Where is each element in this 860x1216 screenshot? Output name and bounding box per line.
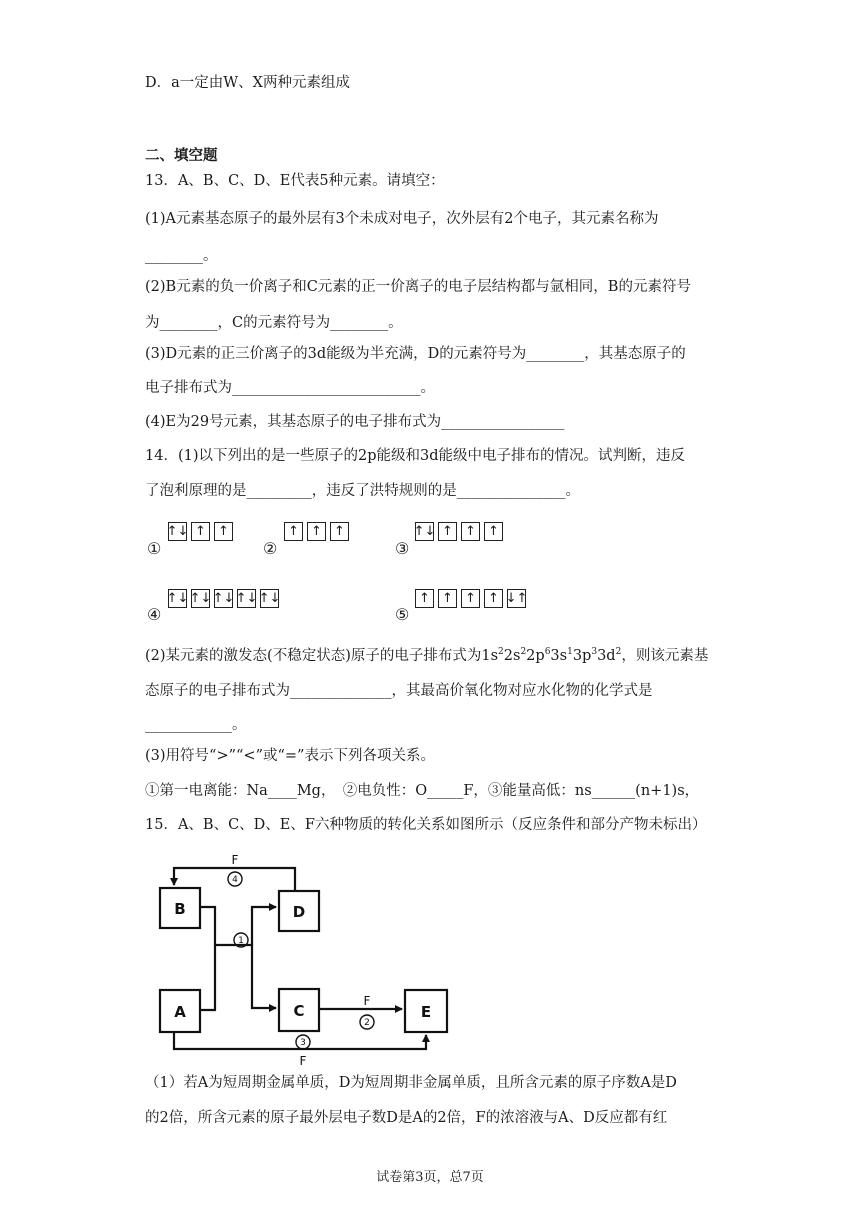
orbital-group-1: [168, 522, 237, 541]
edge-label-bottom: F: [299, 1054, 307, 1068]
node-c: C: [293, 1002, 305, 1020]
q14-part2-line3: ____________。: [145, 717, 247, 733]
node-a: A: [174, 1003, 186, 1021]
q13-stem: 13．A、B、C、D、E代表5种元素。请填空：: [145, 173, 445, 189]
q15-part1-line2: 的2倍，所含元素的原子最外层电子数D是A的2倍，F的浓溶液与A、D反应都有红: [145, 1110, 668, 1126]
q13-part3-line1: (3)D元素的正三价离子的3d能级为半充满，D的元素符号为________，其基态原子的: [145, 346, 686, 362]
edge-label-mid: F: [363, 994, 371, 1008]
q14-part1-line2: 了泡利原理的是_________，违反了洪特规则的是_______________。: [145, 483, 580, 499]
orbital-box: ↑: [438, 589, 457, 608]
orbital-box: ↑↓: [166, 524, 189, 539]
orbital-label-3: ③: [395, 539, 410, 558]
orbital-box: ↑: [284, 522, 303, 541]
superscript: 3: [591, 647, 598, 657]
q14-part2-line2: 态原子的电子排布式为______________，其最高价氧化物对应水化物的化学式是: [145, 683, 653, 699]
orbital-box: ↑: [484, 522, 503, 541]
option-d: D．a一定由W、X两种元素组成: [145, 75, 350, 91]
orbital-group-5: [415, 589, 530, 608]
orbital-box: ↑: [438, 522, 457, 541]
q13-part1-line2: ________。: [145, 248, 218, 264]
electron-configuration: $1s^22s^22p^63s^13p^33d^2$: [481, 647, 622, 664]
q13-part2-line1: (2)B元素的负一价离子和C元素的正一价离子的电子层结构都与氩相同，B的元素符号: [145, 279, 691, 295]
section-heading: 二、填空题: [145, 148, 218, 164]
orbital-box: ↑: [415, 589, 434, 608]
orbital-label-2: ②: [263, 539, 278, 558]
transformation-diagram: [155, 845, 460, 1070]
orbital-box: ↑: [330, 522, 349, 541]
orbital-label-1: ①: [147, 539, 162, 558]
orbital-box: ↑↓: [166, 591, 189, 606]
step-4-num: 4: [232, 875, 238, 885]
q15-part1-line1: （1）若A为短周期金属单质，D为短周期非金属单质，且所含元素的原子序数A是D: [145, 1075, 677, 1091]
node-d: D: [292, 903, 306, 921]
q14-part2-line1: (2)某元素的激发态(不稳定状态)原子的电子排布式为$1s^22s^22p^63s^13p^33d^2$，则该元素基: [145, 647, 709, 664]
q15-stem: 15．A、B、C、D、E、F六种物质的转化关系如图所示（反应条件和部分产物未标出）: [145, 817, 707, 833]
orbital-box: ↑↓: [212, 591, 235, 606]
q13-part2-line2: 为________，C的元素符号为________。: [145, 315, 403, 331]
orbital-box: ↑: [461, 589, 480, 608]
orbital-group-4: [168, 589, 283, 608]
step-1-num: 1: [238, 936, 244, 946]
q14-part3-line2: ①第一电离能：Na____Mg， ②电负性：O_____F，③能量高低：ns______(n+1)s，: [145, 783, 700, 799]
superscript: 2: [520, 647, 527, 657]
orbital-box: ↑: [484, 589, 503, 608]
orbital-box: ↑: [307, 522, 326, 541]
q14-part3-line1: (3)用符号“>”“<”或“=”表示下列各项关系。: [145, 748, 435, 764]
superscript: 2: [498, 647, 504, 657]
node-b: B: [174, 900, 186, 918]
orbital-box: ↑↓: [258, 591, 281, 606]
q13-part1-line1: (1)A元素基态原子的最外层有3个未成对电子，次外层有2个电子，其元素名称为: [145, 211, 659, 227]
orbital-box: ↑↓: [235, 591, 258, 606]
orbital-label-4: ④: [147, 605, 162, 624]
node-e: E: [420, 1003, 432, 1021]
step-2-num: 2: [364, 1018, 370, 1028]
orbital-box: ↑: [191, 522, 210, 541]
step-3-num: 3: [300, 1038, 306, 1048]
orbital-box: ↑: [214, 522, 233, 541]
superscript: 6: [544, 647, 551, 657]
orbital-box: ↓↑: [505, 591, 528, 606]
q13-part4: (4)E为29号元素，其基态原子的电子排布式为_________________: [145, 414, 565, 430]
page-footer: 试卷第3页，总7页: [376, 1170, 484, 1185]
superscript: 1: [567, 647, 573, 657]
orbital-group-3: [415, 522, 507, 541]
q13-part3-line2: 电子排布式为__________________________。: [145, 380, 435, 396]
edge-label-top: F: [231, 853, 239, 867]
orbital-box: ↑: [461, 522, 480, 541]
orbital-box: ↑↓: [413, 524, 436, 539]
orbital-group-2: [284, 522, 353, 541]
orbital-box: ↑↓: [189, 591, 212, 606]
orbital-label-5: ⑤: [395, 605, 410, 624]
superscript: 2: [615, 647, 622, 657]
q14-part1-line1: 14．(1)以下列出的是一些原子的2p能级和3d能级中电子排布的情况。试判断，违反: [145, 448, 686, 464]
